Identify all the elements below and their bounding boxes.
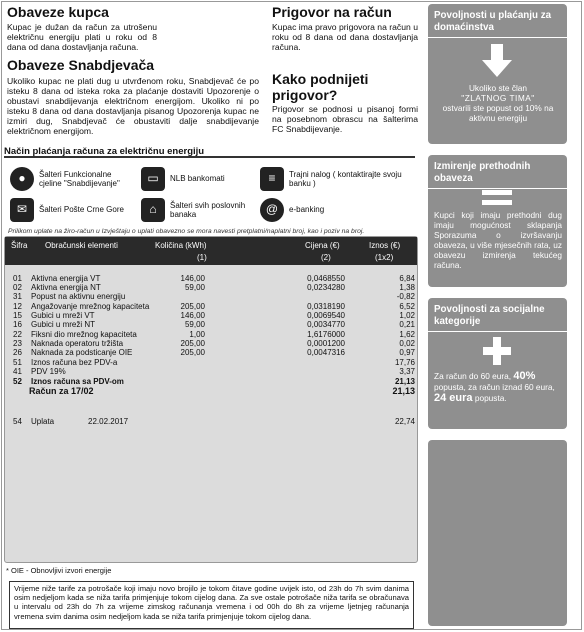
obaveze-snabdjevaca-title: Obaveze Snabdjevača	[7, 57, 155, 73]
at-icon: @	[260, 198, 284, 222]
method-trajni-nalog: ≡ Trajni nalog ( kontaktirajte svoju banku )	[260, 167, 410, 191]
tariff-note: Vrijeme niže tarife za potrošače koji imaju novo brojilo je tokom čitave godine uvijek isto, od 23h do 7h svim danima osim nedjeljom kada se niža tarifa primjenjuje tokom cijelog dana. Za sve ostale potrošače niža tarifa se obračunava u intervalu od 23h do 7h za vrijeme zimskog računanja vremena i od 00h do 8h za vrijeme ljetnjeg računanja vremena svim danima osim nedjeljom kada se niža tarifa primjenjuje tokom cijelog dana.	[9, 581, 414, 629]
table-row-payment: 54 Uplata 22.02.2017 22,74	[13, 417, 415, 426]
kako-text: Prigovor se podnosi u pisanoj formi na posebnom obrascu na šalterima FC Snabdijevanje.	[272, 104, 418, 134]
table-row: 31 Popust na aktivnu energiju -0,82	[13, 292, 415, 301]
nacin-title: Način plaćanja računa za električnu energiju	[4, 146, 205, 157]
method-posta: ✉ Šalteri Pošte Crne Gore	[10, 198, 135, 222]
plus-icon	[483, 337, 511, 365]
table-row: 15 Gubici u mreži VT 146,00 0,0069540 1,02	[13, 311, 415, 320]
method-ebanking: @ e-banking	[260, 198, 410, 222]
header-code: Šifra	[11, 241, 28, 250]
table-row: 12 Angažovanje mrežnog kapaciteta 205,00 0,0318190 6,52	[13, 302, 415, 311]
table-row: 16 Gubici u mreži NT 59,00 0,0034770 0,21	[13, 320, 415, 329]
footnote: * OIE - Obnovljivi izvori energije	[6, 566, 112, 575]
header-qty: Količina (kWh)	[155, 241, 207, 250]
panel-socijalne: Povoljnosti za socijalne kategorije Za račun do 60 eura, 40% popusta, za račun iznad 60 eura, 24 eura popusta.	[428, 298, 567, 429]
obaveze-kupca-title: Obaveze kupca	[7, 4, 109, 20]
envelope-icon: ✉	[10, 198, 34, 222]
header-qty-n: (1)	[197, 253, 207, 262]
header-name: Obračunski elementi	[45, 241, 118, 250]
panel-prethodnih: Izmirenje prethodnih obaveza Kupci koji imaju prethodni dug imaju mogućnost sklapanja Sporazuma o izvršavanju obaveza, u više mjesečnih rata, uz obavezu izmirenja tekućeg računa.	[428, 155, 567, 287]
table-row: 02 Aktivna energija NT 59,00 0,0234280 1,38	[13, 283, 415, 292]
header-price-n: (2)	[321, 253, 331, 262]
table-row: Račun za 17/02 21,13	[29, 386, 415, 396]
obaveze-kupca-text: Kupac je dužan da račun za utrošenu električnu energiju plati u roku od 8 dana od dana dostavljanja računa.	[7, 22, 157, 52]
table-row: 52 Iznos računa sa PDV-om 21,13	[13, 377, 415, 386]
table-row: 23 Naknada operatoru tržišta 205,00 0,0001200 0,02	[13, 339, 415, 348]
panel-empty	[428, 440, 567, 626]
header-amount-n: (1x2)	[375, 253, 394, 262]
payment-note: Prilikom uplate na žiro-račun u Izvještaju o uplati obavezno se mora navesti pretplatni/naplatni broj, kao i poziv na broj.	[8, 228, 365, 235]
table-header	[5, 237, 417, 265]
prigovor-text: Kupac ima pravo prigovora na račun u roku od 8 dana od dana dostavljanja računa.	[272, 22, 418, 52]
billing-table	[4, 236, 418, 563]
prigovor-title: Prigovor na račun	[272, 4, 392, 20]
method-banke: ⌂ Šalteri svih poslovnih banaka	[141, 198, 251, 222]
header-amount: Iznos (€)	[369, 241, 401, 250]
header-price: Cijena (€)	[305, 241, 340, 250]
table-row: 51 Iznos računa bez PDV-a 17,76	[13, 358, 415, 367]
table-row: 41 PDV 19% 3,37	[13, 367, 415, 376]
order-icon: ≡	[260, 167, 284, 191]
card-icon: ▭	[141, 167, 165, 191]
bank-icon: ⌂	[141, 198, 165, 222]
panel-domacinstva: Povoljnosti u plaćanju za domaćinstva Ukoliko ste član "ZLATNOG TIMA" ostvarili ste popust od 10% na aktivnu energiju	[428, 4, 567, 144]
table-row: 01 Aktivna energija VT 146,00 0,0468550 6,84	[13, 274, 415, 283]
method-nlb: ▭ NLB bankomati	[141, 167, 251, 191]
socijalne-text: Za račun do 60 eura, 40% popusta, za račun iznad 60 eura, 24 eura popusta.	[434, 370, 555, 404]
table-row: 26 Naknada za podsticanje OIE 205,00 0,0047316 0,97	[13, 348, 415, 357]
method-salteri-snabdijevanje: ● Šalteri Funkcionalne cjeline "Snabdijevanje"	[10, 167, 135, 191]
arrow-down-icon	[480, 44, 514, 78]
globe-icon: ●	[10, 167, 34, 191]
table-row: 22 Fiksni dio mrežnog kapaciteta 1,00 1,6176000 1,62	[13, 330, 415, 339]
obaveze-snabdjevaca-text: Ukoliko kupac ne plati dug u utvrđenom roku, Snabdjevač će po isteku 8 dana od isteka roka za plaćanje dostaviti Upozorenje o obustavi snabdijevanja električnom energijom. Ukoliko ni po isteku 8 dana od dana dostavljanja pisanog Upozorenja kupac ne izmiri dug, Snabdjevač će obustaviti dalje snabdijevanje električnom energijom.	[7, 76, 259, 136]
equals-icon	[482, 189, 512, 207]
kako-title: Kako podnijeti prigovor?	[272, 71, 369, 103]
